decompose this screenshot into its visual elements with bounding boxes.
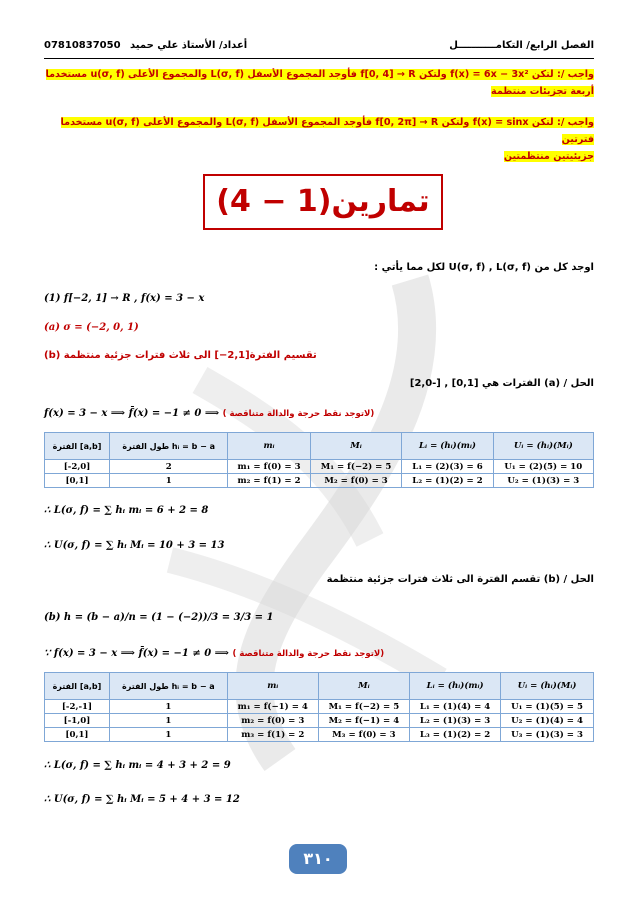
table-row bbox=[45, 714, 594, 728]
col-header: الفترة [a,b] bbox=[45, 433, 110, 460]
solution-b-h-calc: (b) h = (b − a)/n = (1 − (−2))/3 = 3/3 = 1 bbox=[44, 612, 274, 623]
table-cell: M₂ = f(−1) = 4 bbox=[318, 714, 409, 728]
table-row bbox=[45, 700, 594, 714]
table-header-row bbox=[45, 673, 594, 700]
table-cell: m₁ = f(0) = 3 bbox=[228, 460, 310, 474]
exercises-title: تمارين(1 − 4) bbox=[203, 174, 443, 230]
homework-1-text: واجب /: لتكن f(x) = 6x − 3x² ولتكن f[0, 4] → R فأوجد المجموع الأسفل L(σ, f) والمجموع الأعلى u(σ, f) مستخدما bbox=[45, 69, 594, 80]
table-cell: 1 bbox=[109, 700, 227, 714]
homework-2-text2: جزيئيتين منتظمتين bbox=[503, 151, 594, 162]
table-cell: 1 bbox=[109, 728, 227, 742]
question-item-b: (b) تقسيم الفترة[2,1−] الى ثلاث فترات جزئية منتظمة bbox=[44, 350, 317, 361]
table-cell: M₁ = f(−2) = 5 bbox=[310, 460, 402, 474]
solution-a-derivative-eq: f(x) = 3 − x ⟹ f̄(x) = −1 ≠ 0 ⟹ bbox=[44, 408, 220, 419]
table-cell: m₃ = f(1) = 2 bbox=[227, 728, 318, 742]
col-header: Mᵢ bbox=[318, 673, 409, 700]
question-intro: اوجد كل من U(σ, f) , L(σ, f) لكل مما يأتي : bbox=[374, 262, 594, 273]
table-cell: [-2,0] bbox=[45, 460, 110, 474]
solution-a-lower-sum: ∴ L(σ, f) = ∑ hᵢ mᵢ = 6 + 2 = 8 bbox=[44, 505, 209, 516]
solution-b-derivative-eq: ∵ f(x) = 3 − x ⟹ f̄(x) = −1 ≠ 0 ⟹ bbox=[44, 648, 229, 659]
table-cell: M₃ = f(0) = 3 bbox=[318, 728, 409, 742]
col-header: طول الفترة hᵢ = b − a bbox=[109, 673, 227, 700]
question-item-1: (1) f[−2, 1] → R , f(x) = 3 − x bbox=[44, 293, 205, 304]
homework-2-text: واجب /: لتكن f(x) = sinx ولتكن f[0, 2π] → R فأوجد المجموع الأسفل L(σ, f) والمجموع الأعلى u(σ, f) مستخدما فترتين bbox=[60, 117, 594, 145]
solution-a-heading: الحل / (a) الفترات هي [0,1] , [-2,0] bbox=[409, 378, 594, 389]
table-cell: [0,1] bbox=[45, 474, 110, 488]
solution-a-upper-sum: ∴ U(σ, f) = ∑ hᵢ Mᵢ = 10 + 3 = 13 bbox=[44, 540, 225, 551]
table-cell: m₂ = f(0) = 3 bbox=[227, 714, 318, 728]
table-cell: U₂ = (1)(4) = 4 bbox=[501, 714, 594, 728]
solution-a-derivative-note: ( لاتوجد نقط حرجة والدالة متناقصة) bbox=[222, 409, 375, 419]
table-cell: L₁ = (1)(4) = 4 bbox=[410, 700, 501, 714]
col-header: Uᵢ = (hᵢ)(Mᵢ) bbox=[493, 433, 593, 460]
col-header: طول الفترة hᵢ = b − a bbox=[110, 433, 228, 460]
author-info bbox=[44, 40, 247, 51]
table-cell: U₁ = (2)(5) = 10 bbox=[493, 460, 593, 474]
table-cell: M₁ = f(−2) = 5 bbox=[318, 700, 409, 714]
solution-a-derivative bbox=[44, 408, 374, 419]
table-cell: 2 bbox=[110, 460, 228, 474]
table-cell: m₁ = f(−1) = 4 bbox=[227, 700, 318, 714]
col-header: Lᵢ = (hᵢ)(mᵢ) bbox=[410, 673, 501, 700]
solution-a-table bbox=[44, 432, 594, 488]
col-header: Uᵢ = (hᵢ)(Mᵢ) bbox=[501, 673, 594, 700]
solution-b-upper-sum: ∴ U(σ, f) = ∑ hᵢ Mᵢ = 5 + 4 + 3 = 12 bbox=[44, 794, 240, 805]
table-cell: [-1,0] bbox=[45, 714, 110, 728]
table-cell: L₂ = (1)(3) = 3 bbox=[410, 714, 501, 728]
question-item-a: (a) σ = (−2, 0, 1) bbox=[44, 322, 139, 333]
table-cell: U₃ = (1)(3) = 3 bbox=[501, 728, 594, 742]
solution-b-table bbox=[44, 672, 594, 742]
author-name: أعداد/ الأستاذ علي حميد bbox=[130, 40, 248, 51]
homework-1-text2: أربعة تجزيئات منتظمة bbox=[491, 86, 594, 97]
col-header: الفترة [a,b] bbox=[45, 673, 110, 700]
table-cell: L₃ = (1)(2) = 2 bbox=[410, 728, 501, 742]
table-cell: 1 bbox=[110, 474, 228, 488]
table-cell: U₂ = (1)(3) = 3 bbox=[493, 474, 593, 488]
table-cell: U₁ = (1)(5) = 5 bbox=[501, 700, 594, 714]
table-row bbox=[45, 474, 594, 488]
solution-b-derivative bbox=[44, 648, 384, 659]
col-header: Mᵢ bbox=[310, 433, 402, 460]
homework-1 bbox=[44, 66, 594, 100]
homework-2 bbox=[44, 114, 594, 165]
table-row bbox=[45, 728, 594, 742]
table-cell: 1 bbox=[109, 714, 227, 728]
table-cell: [-2,-1] bbox=[45, 700, 110, 714]
table-cell: M₂ = f(0) = 3 bbox=[310, 474, 402, 488]
table-cell: L₂ = (1)(2) = 2 bbox=[402, 474, 493, 488]
table-cell: L₁ = (2)(3) = 6 bbox=[402, 460, 493, 474]
table-cell: m₂ = f(1) = 2 bbox=[228, 474, 310, 488]
col-header: mᵢ bbox=[228, 433, 310, 460]
chapter-title: الفصل الرابع/ التكامـــــــــــل bbox=[449, 40, 594, 51]
table-row bbox=[45, 460, 594, 474]
phone-number: 07810837050 bbox=[44, 40, 121, 51]
col-header: Lᵢ = (hᵢ)(mᵢ) bbox=[402, 433, 493, 460]
solution-b-lower-sum: ∴ L(σ, f) = ∑ hᵢ mᵢ = 4 + 3 + 2 = 9 bbox=[44, 760, 231, 771]
page-header bbox=[44, 40, 594, 59]
solution-b-derivative-note: ( لاتوجد نقط حرجة والدالة متناقصة) bbox=[232, 649, 385, 659]
page-number: ٣١٠ bbox=[289, 844, 347, 874]
solution-b-heading: الحل / (b) تقسم الفترة الى ثلاث فترات جزئية منتظمة bbox=[326, 574, 594, 585]
table-cell: [0,1] bbox=[45, 728, 110, 742]
col-header: mᵢ bbox=[227, 673, 318, 700]
table-header-row bbox=[45, 433, 594, 460]
